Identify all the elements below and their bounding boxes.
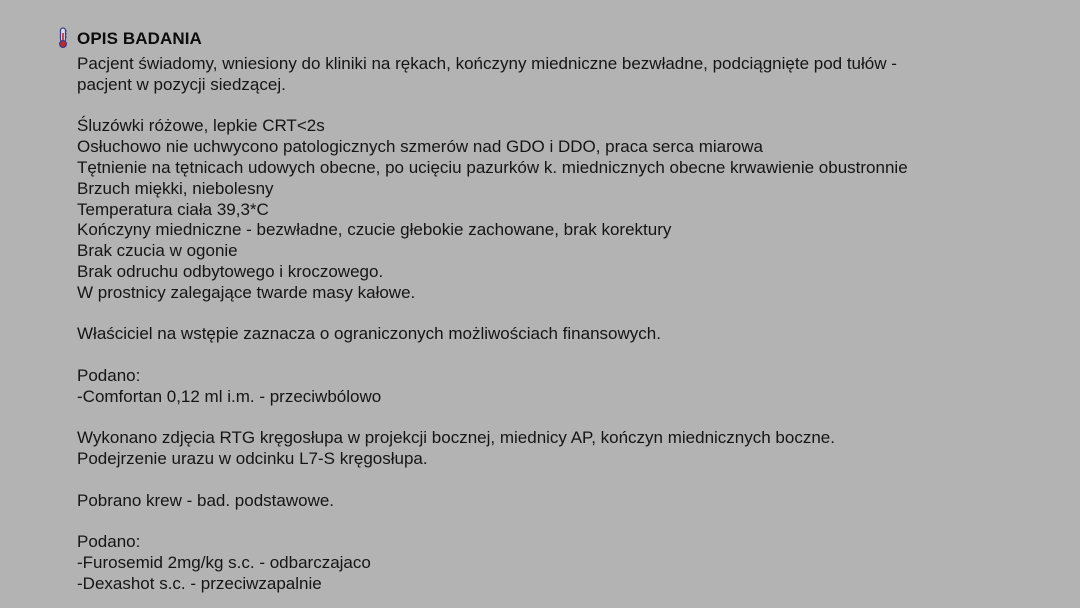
title-row bbox=[56, 26, 202, 50]
text-line: -Furosemid 2mg/kg s.c. - odbarczajaco bbox=[77, 553, 371, 573]
text-line: Pobrano krew - bad. podstawowe. bbox=[77, 490, 335, 510]
text-line: Śluzówki różowe, lepkie CRT<2s bbox=[77, 116, 325, 136]
text-line: Temperatura ciała 39,3*C bbox=[77, 199, 269, 219]
text-block-owner bbox=[77, 324, 1067, 345]
text-line: Kończyny miedniczne - bezwładne, czucie głebokie zachowane, brak korektury bbox=[77, 220, 672, 240]
text-line: -Dexashot s.c. - przeciwzapalnie bbox=[77, 573, 322, 593]
text-line: Osłuchowo nie uchwycono patologicznych szmerów nad GDO i DDO, praca serca miarowa bbox=[77, 137, 763, 157]
text-line: Wykonano zdjęcia RTG kręgosłupa w projekcji bocznej, miednicy AP, kończyn miednicznych boczne. bbox=[77, 428, 835, 448]
text-line: Podejrzenie urazu w odcinku L7-S kręgosłupa. bbox=[77, 449, 428, 469]
text-block-medication-2 bbox=[77, 532, 1067, 594]
text-line: Brak odruchu odbytowego i kroczowego. bbox=[77, 261, 384, 281]
text-line: pacjent w pozycji siedzącej. bbox=[77, 74, 286, 94]
thermometer-bullet-icon bbox=[56, 27, 70, 49]
text-line: Właściciel na wstępie zaznacza o ograniczonych możliwościach finansowych. bbox=[77, 324, 661, 344]
text-line: -Comfortan 0,12 ml i.m. - przeciwbólowo bbox=[77, 386, 382, 406]
text-line: Pacjent świadomy, wniesiony do kliniki na rękach, kończyny miedniczne bezwładne, podciągnięte pod tułów - bbox=[77, 54, 897, 73]
text-line: Podano: bbox=[77, 532, 141, 552]
text-block-xray bbox=[77, 428, 1067, 470]
text-block-blood bbox=[77, 491, 1067, 512]
text-line: W prostnicy zalegające twarde masy kałowe. bbox=[77, 282, 416, 302]
text-block-examination bbox=[77, 116, 1067, 303]
text-line: Podano: bbox=[77, 365, 141, 385]
text-line: Brak czucia w ogonie bbox=[77, 241, 238, 261]
text-line: Tętnienie na tętnicach udowych obecne, po ucięciu pazurków k. miednicznych obecne krwawienie obustronnie bbox=[77, 157, 908, 177]
text-block-medication-1 bbox=[77, 366, 1067, 408]
page-title: OPIS BADANIA bbox=[77, 29, 202, 48]
text-line: Brzuch miękki, niebolesny bbox=[77, 178, 274, 198]
text-block-patient bbox=[77, 54, 1067, 96]
exam-description bbox=[77, 54, 1067, 595]
